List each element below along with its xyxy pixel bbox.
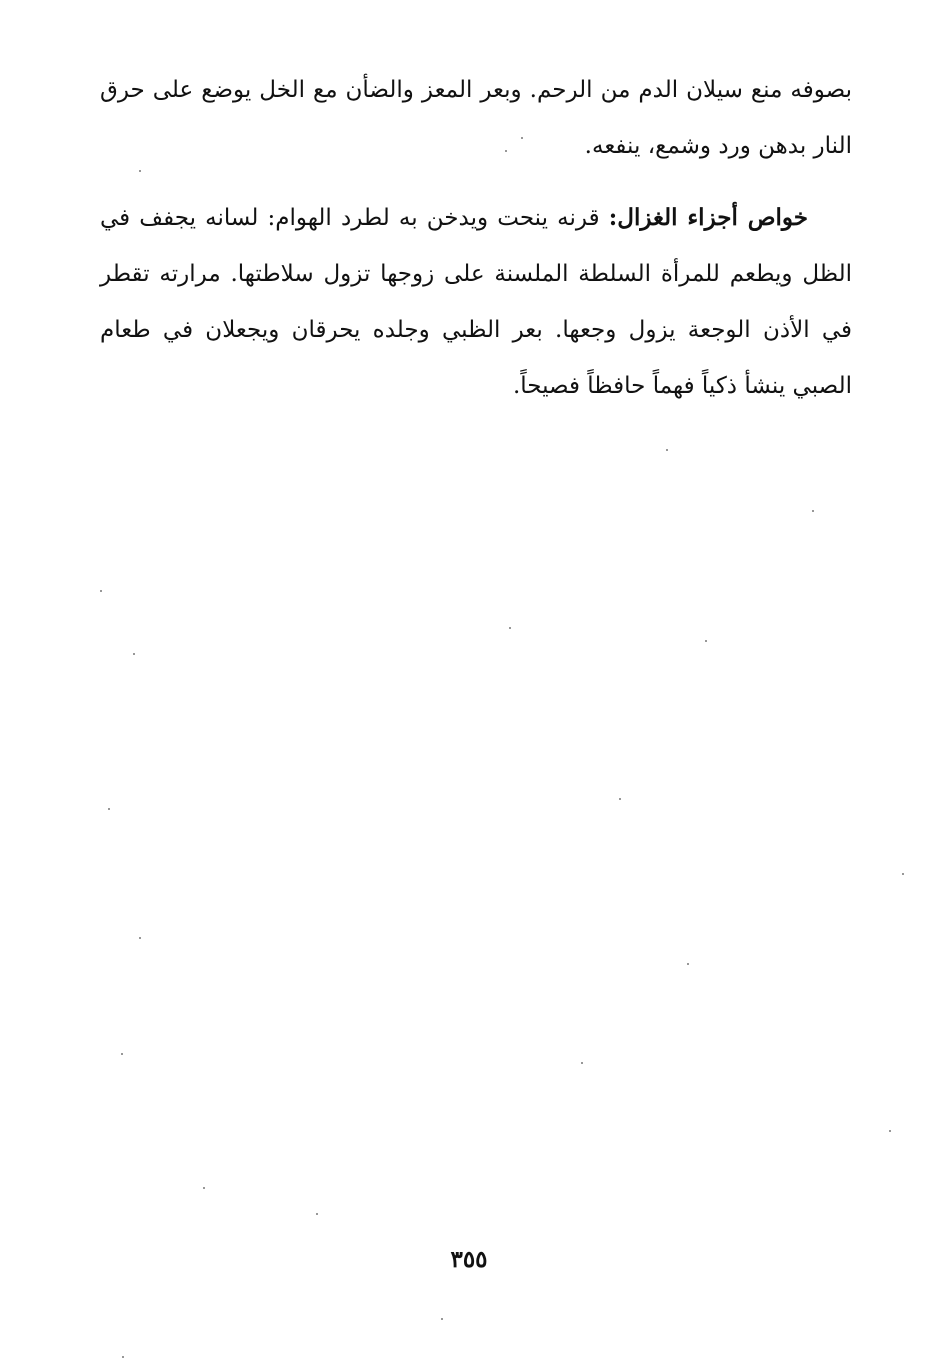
scan-speck — [521, 137, 523, 139]
scan-speck — [666, 449, 668, 451]
scan-speck — [902, 873, 904, 875]
paragraph-2 — [100, 190, 852, 414]
scan-speck — [687, 963, 689, 965]
scan-speck — [316, 1213, 318, 1215]
scan-speck — [108, 808, 110, 810]
paragraph-1 — [100, 62, 852, 174]
scan-speck — [619, 798, 621, 800]
scan-speck — [139, 170, 141, 172]
scan-speck — [705, 640, 707, 642]
scan-speck — [139, 937, 141, 939]
paragraph-2-text: قرنه ينحت ويدخن به لطرد الهوام: لسانه يجفف في الظل ويطعم للمرأة السلطة الملسنة على زوجها تزول سلاطتها. مرارته تقطر في الأذن الوجعة يزول وجعها. بعر الظبي وجلده يحرقان ويجعلان في طعام الصبي ينشأ ذكياً فهماً حافظاً فصيحاً. — [100, 205, 852, 399]
scan-speck — [100, 590, 102, 592]
scan-speck — [889, 1130, 891, 1132]
scan-speck — [441, 1318, 443, 1320]
scan-speck — [122, 1356, 124, 1358]
scan-speck — [133, 653, 135, 655]
scan-speck — [812, 510, 814, 512]
scan-speck — [203, 1187, 205, 1189]
scan-speck — [121, 1053, 123, 1055]
paragraph-1-text: بصوفه منع سيلان الدم من الرحم. وبعر المعز والضأن مع الخل يوضع على حرق النار بدهن ورد وشمع، ينفعه. — [100, 77, 852, 159]
scan-speck — [581, 1062, 583, 1064]
scan-speck — [509, 627, 511, 629]
page-number: ٣٥٥ — [450, 1246, 488, 1273]
section-heading: خواص أجزاء الغزال: — [608, 204, 809, 231]
scan-speck — [505, 150, 507, 152]
